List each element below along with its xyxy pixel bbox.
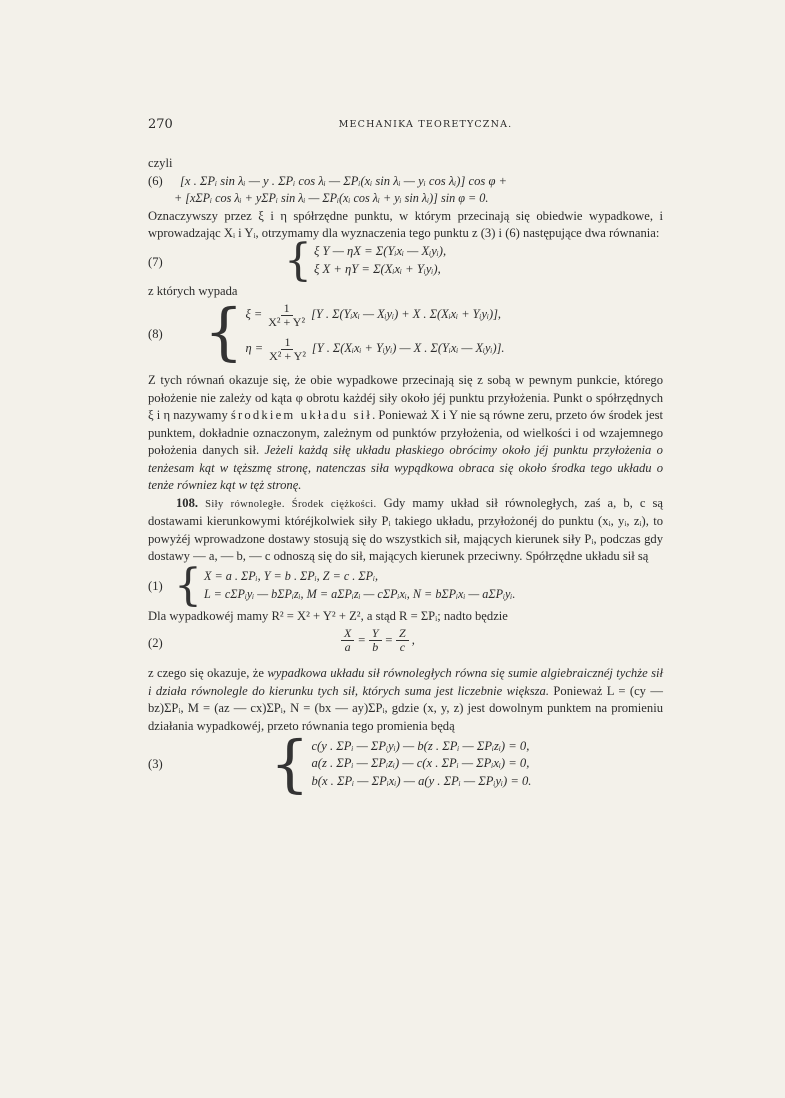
equation-8 [148, 295, 663, 370]
text-run: Z tych równań okazuje się, że obie wypadkowe przecinają się z sobą w pewnym punkcie, którego położenie nie zależy od kąta φ obrotu każdéj siły około jéj punktu przyłożenia. Punkt o spółrzędnych ξ i η nazywamy [148, 373, 663, 422]
equation-line: [Y . Σ(Xᵢxᵢ + Yᵢyᵢ) — X . Σ(Yᵢxᵢ — Xᵢyᵢ)]. [311, 341, 505, 356]
equation-number: (8) [148, 327, 163, 341]
brace: { [174, 559, 202, 611]
text-run: Gdy mamy układ sił równoległych, zaś a, b, c są dostawami kierunkowymi któréjkolwiek siły Pᵢ takiego układu, przyłożonéj do punktu (xᵢ, yᵢ, zᵢ), to powyżéj wprowadzone dostawy stosują się do wszystkich sił, mających kierunek siły Pᵢ, podczas gdy dostawy — a, — b, — c odnoszą się do sił, mających kierunek przeciwny. Spółrzędne układu sił są [148, 495, 663, 563]
equation-number: (2) [148, 636, 163, 650]
brace: { [284, 234, 312, 286]
fraction-y-over-b [369, 627, 382, 654]
equation-line: X = a . ΣPᵢ, Y = b . ΣPᵢ, Z = c . ΣPᵢ, [204, 569, 379, 583]
section-title: Siły równoległe. Środek ciężkości. [205, 498, 377, 510]
fraction-numerator: Z [396, 627, 409, 641]
fraction [265, 302, 308, 329]
equation-6 [148, 173, 663, 208]
paragraph: Dla wypadkowéj mamy R² = X² + Y² + Z², a stąd R = ΣPᵢ; nadto będzie [148, 608, 508, 623]
equation-line: ξ X + ηY = Σ(Xᵢxᵢ + Yᵢyᵢ), [314, 261, 441, 276]
equals-sign: = [384, 632, 394, 647]
page-number: 270 [148, 117, 173, 132]
text-run: . Ponieważ X i Y nie są równe zeru, przeto ów środek jest punktem, dokładnie oznaczonym, zależnym od punktów przyłożenia, od wielkości i od wzajemnego położenia danych sił. [148, 408, 663, 457]
paragraph [148, 372, 663, 495]
equation-2 [148, 625, 663, 665]
italic-theorem: Jeżeli każdą siłę układu płaskiego obrócimy około jéj punktu przyłożenia o tenżesam kąt w tęższmę stronę, natenczas siła wypądkowa obraca się około środka tego układu o tenże równiez kąt w tęż stronę. [148, 443, 663, 492]
comma: , [411, 632, 415, 647]
czyli-line: czyli [148, 156, 173, 170]
page-header [148, 117, 663, 137]
running-title: MECHANIKA TEORETYCZNA. [338, 119, 513, 130]
equation-line: + [xΣPᵢ cos λᵢ + yΣPᵢ sin λᵢ — ΣPᵢ(xᵢ cos λᵢ + yᵢ sin λᵢ)] sin φ = 0. [174, 190, 489, 205]
fraction-denominator: b [372, 640, 379, 654]
xi-label: ξ = [245, 307, 263, 322]
fraction-denominator: c [399, 640, 406, 654]
equation-line: a(z . ΣPᵢ — ΣPᵢzᵢ) — c(x . ΣPᵢ — ΣPᵢxᵢ) = 0, [311, 756, 530, 771]
fraction [266, 336, 309, 363]
equation-number: (7) [148, 254, 163, 269]
italic-theorem: wypadkowa układu sił równoległych równa się sumie algiebraicznéj tychże sił i działa równolegle do kierunku tych sił, których suma jest liczebnie większa. [148, 666, 663, 698]
eta-label: η = [245, 341, 264, 356]
equation-line: c(y . ΣPᵢ — ΣPᵢyᵢ) — b(z . ΣPᵢ — ΣPᵢzᵢ) = 0, [311, 738, 530, 753]
text-run: z czego się okazuje, że [148, 666, 268, 680]
equation-number: (1) [148, 578, 163, 593]
fraction-denominator: X² + Y² [269, 348, 306, 363]
brace: { [204, 295, 244, 368]
section-number: 108. [176, 495, 199, 510]
z-ktorych-line: z których wypada [148, 283, 238, 298]
brace: { [270, 727, 310, 800]
fraction-denominator: X² + Y² [268, 314, 306, 329]
equals-sign: = [357, 632, 366, 647]
fraction-numerator: 1 [281, 302, 293, 316]
equation-number: (3) [148, 757, 163, 771]
paragraph: Oznaczywszy przez ξ i η spółrzędne punktu, w którym przecinają się obiedwie wypadkowe, i wprowadzając Xᵢ i Yᵢ, otrzymamy dla wyznaczenia tego punktu z (3) i (6) następujące dwa równania: [148, 208, 663, 240]
fraction-numerator: 1 [281, 336, 293, 350]
equation-line: [x . ΣPᵢ sin λᵢ — y . ΣPᵢ cos λᵢ — ΣPᵢ(xᵢ sin λᵢ — yᵢ cos λᵢ)] cos φ + [180, 173, 508, 188]
spaced-term: środkiem układu sił [230, 408, 373, 422]
fraction-numerator: Y [369, 627, 382, 641]
equation-line: L = cΣPᵢyᵢ — bΣPᵢzᵢ, M = aΣPᵢzᵢ — cΣPᵢxᵢ, N = bΣPᵢxᵢ — aΣPᵢyᵢ. [204, 586, 516, 601]
fraction-numerator: X [341, 627, 354, 641]
equation-7 [148, 234, 663, 286]
equation-1 [148, 559, 663, 611]
fraction-x-over-a [341, 627, 354, 654]
equation-line: ξ Y — ηX = Σ(Yᵢxᵢ — Xᵢyᵢ), [314, 244, 447, 258]
equation-number: (6) [148, 173, 163, 188]
fraction-denominator: a [344, 640, 351, 654]
section-paragraph [148, 495, 663, 566]
page-content [148, 155, 663, 800]
paragraph [148, 665, 663, 735]
fraction-z-over-c [396, 627, 409, 654]
equation-3 [148, 727, 663, 800]
equation-line: b(x . ΣPᵢ — ΣPᵢxᵢ) — a(y . ΣPᵢ — ΣPᵢyᵢ) = 0. [311, 773, 532, 788]
text-run: Ponieważ L = (cy — bz)ΣPᵢ, M = (az — cx)ΣPᵢ, N = (bx — ay)ΣPᵢ, gdzie (x, y, z) jest dowolnym punktem na promieniu działania wypadkowéj, przeto równania tego promienia będą [148, 683, 663, 733]
equation-line: [Y . Σ(Yᵢxᵢ — Xᵢyᵢ) + X . Σ(Xᵢxᵢ + Yᵢyᵢ)], [311, 307, 502, 322]
